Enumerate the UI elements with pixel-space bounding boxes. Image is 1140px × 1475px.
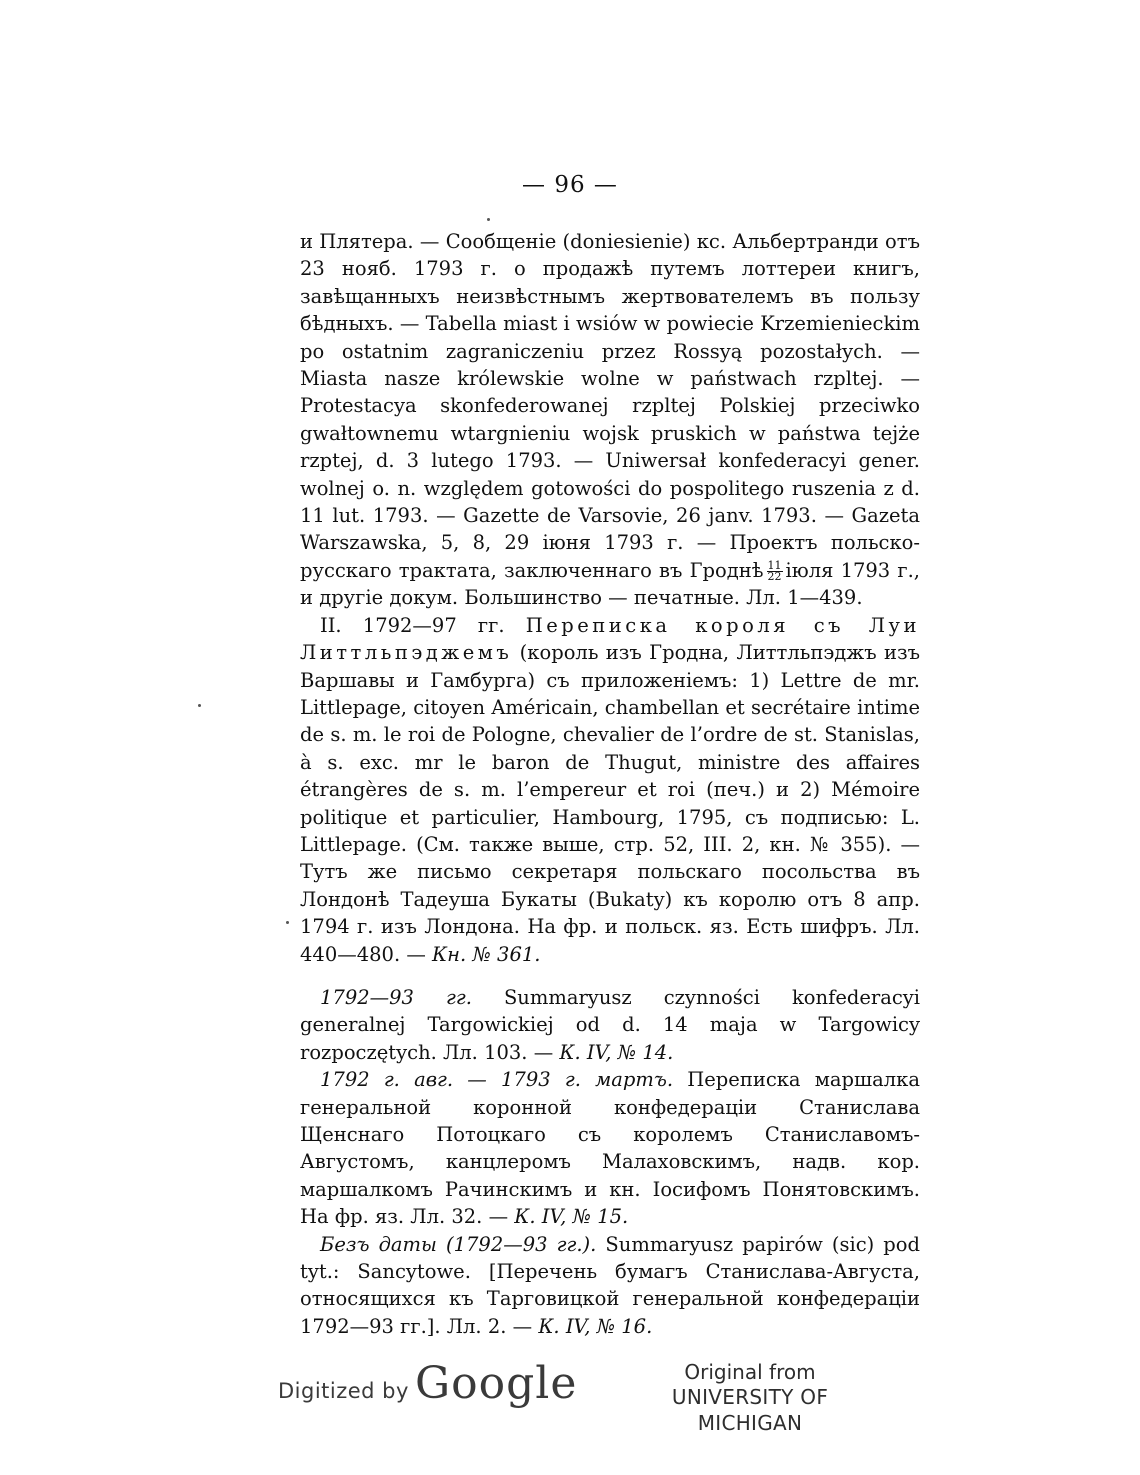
shelf-reference: К. IV, № 14. — [559, 1040, 674, 1064]
paragraph-entry — [300, 1231, 920, 1341]
entry-date: 1792—93 гг. — [320, 985, 472, 1009]
entry-date: Безъ даты (1792—93 гг.). — [320, 1232, 597, 1256]
university-label: UNIVERSITY OF MICHIGAN — [671, 1385, 829, 1435]
digitized-by-watermark — [278, 1358, 577, 1418]
page-number: — 96 — — [522, 172, 618, 198]
shelf-reference: Кн. № 361. — [432, 942, 541, 966]
entry-date: 1792 г. авг. — 1793 г. мартъ. — [320, 1068, 674, 1092]
document-body — [300, 228, 920, 1340]
shelf-reference: К. IV, № 16. — [538, 1314, 653, 1338]
paragraph-continued — [300, 228, 920, 612]
text-segment: Переписка маршалка генеральной коронной конфедераціи Станислава Щенснаго Потоцкаго съ королемъ Станиславомъ-Августомъ, канцлеромъ Малаховскимъ, надв. кор. маршалкомъ Рачинскимъ и кн. Іосифомъ Понятовскимъ. На фр. яз. Лл. 32. — — [300, 1068, 920, 1229]
paragraph-entry — [300, 984, 920, 1066]
fraction — [767, 558, 783, 583]
paragraph-entry-ii — [300, 612, 920, 968]
fraction-denominator: 22 — [767, 569, 782, 583]
fraction-numerator: 11 — [767, 558, 782, 572]
text-segment: Summaryusz czynności konfederacyi generalnej Targowickiej od d. 14 maja w Targowicy rozpoczętych. Лл. 103. — — [300, 985, 920, 1064]
shelf-reference: К. IV, № 15. — [514, 1205, 629, 1229]
text-segment: и Плятера. — Сообщеніе (doniesienie) кс. Альбертранди отъ 23 нояб. 1793 г. о продажѣ путемъ лоттереи книгъ, завѣщанныхъ неизвѣстнымъ жертвователемъ въ пользу бѣдныхъ. — Tabella miast i wsiów w powiecie Krzemienieckim po ostatnim zagraniczeniu przez Rossyą pozostałych. — Miasta nasze królewskie wolne w państwach rzpltej. — Protestacya skonfederowanej rzpltej Polskiej przeciwko gwałtownemu wtargnieniu wojsk pruskich w państwa tejże rzptej, d. 3 lutego 1793. — Uniwersał konfederacyi gener. wolnej o. n. względem gotowości do pospolitego ruszenia z d. 11 lut. 1793. — Gazette de Varsovie, 26 janv. 1793. — Gazeta Warszawska, 5, 8, 29 іюня 1793 г. — Проектъ польско-русскаго трактата, заключеннаго въ Гроднѣ — [300, 230, 920, 582]
text-segment: (король изъ Гродна, Литтльпэджъ изъ Варшавы и Гамбурга) съ приложеніемъ: 1) Lettre de mr. Littlepage, citoyen Américain, chambellan et secrétaire intime de s. m. le roi de Pologne, chevalier de l’ordre de st. Stanislas, à s. exc. mr le baron de Thugut, ministre des affaires étrangères de s. m. l’empereur et roi (печ.) и 2) Mémoire politique et particulier, Hambourg, 1795, съ подписью: L. Littlepage. (См. также выше, стр. 52, III. 2, кн. № 355). — Тутъ же письмо секретаря польскаго посольства въ Лондонѣ Тадеуша Букаты (Bukaty) къ королю отъ 8 апр. 1794 г. изъ Лондона. На фр. и польск. яз. Есть шифръ. Лл. 440—480. — — [300, 641, 920, 966]
digitized-label: Digitized by — [278, 1379, 409, 1403]
paragraph-entry — [300, 1066, 920, 1230]
scan-speck — [286, 921, 289, 924]
original-from-label: Original from — [684, 1360, 816, 1384]
original-from-watermark — [620, 1360, 880, 1436]
scan-speck — [198, 704, 201, 707]
text-segment: іюля 1793 г., и другіе докум. Большинство — печатные. Лл. 1—439. — [300, 558, 920, 610]
spaced-heading: Переписка короля съ Луи Литтльпэджемъ — [300, 613, 920, 665]
text-segment: II. 1792—97 гг. — [320, 613, 526, 637]
scan-speck — [487, 218, 490, 221]
text-segment: Summaryusz papirów (sic) pod tyt.: Sancytowe. [Перечень бумагъ Станислава-Августа, относящихся къ Тарговицкой генеральной конфедераціи 1792—93 гг.]. Лл. 2. — — [300, 1232, 920, 1338]
google-logo: Google — [414, 1358, 578, 1409]
